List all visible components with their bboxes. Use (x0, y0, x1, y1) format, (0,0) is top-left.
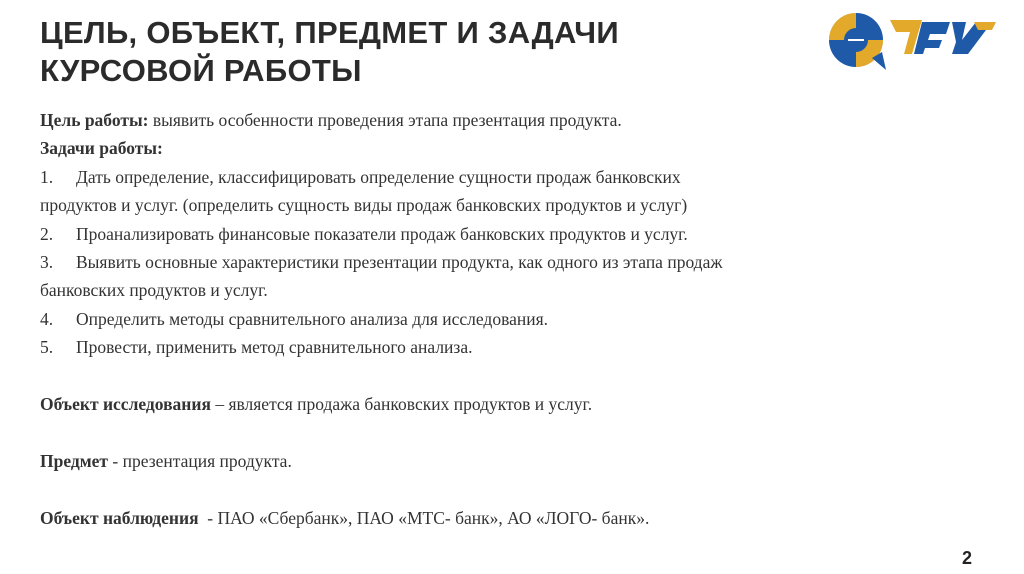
spacer (40, 418, 940, 446)
object-label: Объект исследования (40, 394, 211, 415)
object-text: – является продажа банковских продуктов и услуг. (210, 394, 593, 415)
slide-content (40, 106, 940, 532)
spacer (40, 475, 940, 503)
list-item (40, 220, 940, 248)
list-item-number: 5. (40, 337, 54, 358)
list-item-text: Проанализировать финансовые показатели продаж банковских продуктов и услуг. (76, 223, 688, 244)
spacer (40, 362, 940, 390)
list-item (40, 333, 940, 361)
slide-title (40, 14, 760, 90)
list-item-number: 2. (40, 223, 54, 244)
tasks-heading (40, 134, 940, 162)
list-item-number: 4. (40, 308, 54, 329)
list-item-number: 1. (40, 166, 54, 187)
goal-paragraph (40, 106, 940, 134)
list-item (40, 248, 940, 276)
slide-title-line1: ЦЕЛЬ, ОБЪЕКТ, ПРЕДМЕТ И ЗАДАЧИ (40, 15, 619, 50)
observation-text: - ПАО «Сбербанк», ПАО «МТС- банк», АО «ЛОГО- банк». (198, 507, 650, 528)
observation-paragraph (40, 504, 940, 532)
university-logo-icon (826, 8, 998, 72)
list-item (40, 163, 940, 191)
list-item-text: Дать определение, классифицировать определение сущности продаж банковских (76, 166, 681, 187)
tasks-label: Задачи работы: (40, 138, 163, 159)
list-item-text: Провести, применить метод сравнительного анализа. (76, 337, 473, 358)
list-item (40, 305, 940, 333)
observation-label: Объект наблюдения (40, 507, 199, 528)
page-number: 2 (962, 548, 973, 568)
object-paragraph (40, 390, 940, 418)
list-item-continuation: продуктов и услуг. (определить сущность виды продаж банковских продуктов и услуг) (40, 195, 688, 216)
goal-label: Цель работы: (40, 110, 149, 130)
goal-text: выявить особенности проведения этапа презентация продукта. (148, 110, 622, 130)
list-item-text: Выявить основные характеристики презентации продукта, как одного из этапа продаж (76, 252, 723, 273)
subject-label: Предмет (40, 450, 109, 471)
subject-paragraph (40, 447, 940, 475)
list-item-number: 3. (40, 252, 54, 273)
subject-text: - презентация продукта. (108, 450, 292, 471)
list-item-text: Определить методы сравнительного анализа для исследования. (76, 308, 549, 329)
list-item-continuation: банковских продуктов и услуг. (40, 280, 268, 301)
slide-title-line2: КУРСОВОЙ РАБОТЫ (40, 53, 362, 88)
